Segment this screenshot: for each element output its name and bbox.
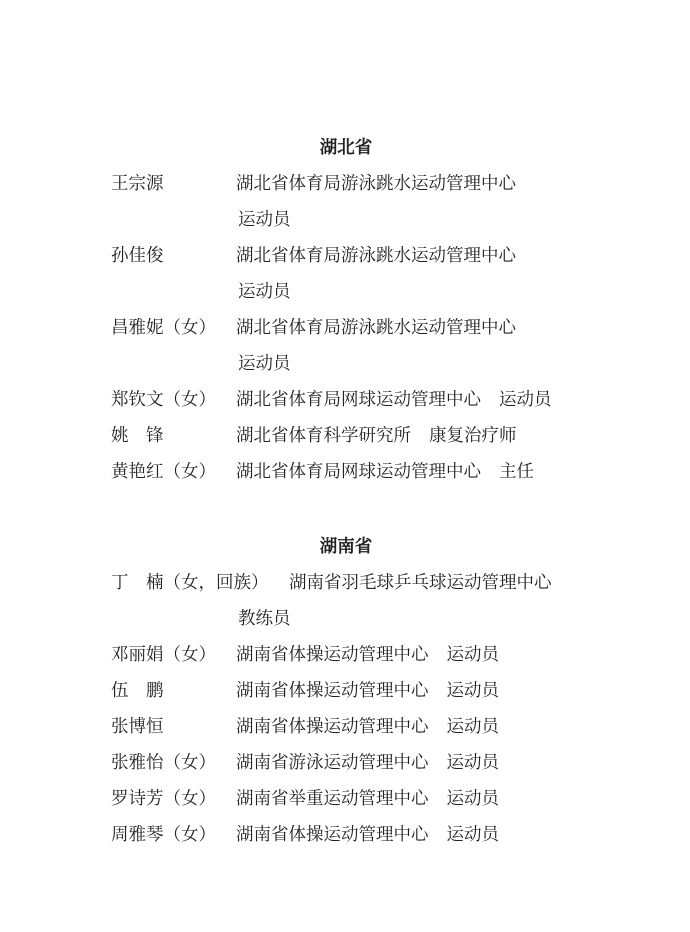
list-entry [111,166,581,202]
list-entry-continuation [111,274,581,310]
organization: 湖南省举重运动管理中心 [236,789,429,809]
person-name: 邓丽娟（女） [111,645,216,665]
job-title: 运动员 [499,390,552,410]
organization: 湖南省游泳运动管理中心 [236,753,429,773]
list-entry [111,382,581,418]
person-name: 伍 鹏 [111,681,164,701]
organization: 湖北省体育局网球运动管理中心 [236,462,481,482]
job-title: 康复治疗师 [429,426,517,446]
organization: 湖南省羽毛球乒乓球运动管理中心 [289,573,552,593]
person-name: 王宗源 [111,174,164,194]
job-title: 运动员 [238,210,291,230]
list-entry [111,745,581,781]
organization: 湖北省体育局网球运动管理中心 [236,390,481,410]
list-entry [111,637,581,673]
list-entry-continuation [111,601,581,637]
job-title: 运动员 [446,825,499,845]
person-name: 孙佳俊 [111,246,164,266]
person-name: 丁 楠（女，回族） [111,573,269,593]
person-name: 郑钦文（女） [111,390,216,410]
job-title: 运动员 [446,645,499,665]
job-title: 运动员 [446,681,499,701]
job-title: 教练员 [238,609,291,629]
organization: 湖北省体育局游泳跳水运动管理中心 [236,246,516,266]
organization: 湖北省体育科学研究所 [236,426,411,446]
list-entry [111,418,581,454]
section-hunan [111,529,581,853]
organization: 湖南省体操运动管理中心 [236,717,429,737]
list-entry-continuation [111,346,581,382]
job-title: 运动员 [238,354,291,374]
list-entry [111,565,581,601]
section-heading: 湖北省 [319,138,373,158]
job-title: 运动员 [238,282,291,302]
list-entry [111,817,581,853]
list-entry-continuation [111,202,581,238]
person-name: 黄艳红（女） [111,462,216,482]
list-entry [111,238,581,274]
list-entry [111,673,581,709]
job-title: 运动员 [446,753,499,773]
organization: 湖南省体操运动管理中心 [236,825,429,845]
person-name: 张博恒 [111,717,164,737]
organization: 湖南省体操运动管理中心 [236,681,429,701]
section-heading: 湖南省 [319,537,373,557]
list-entry [111,709,581,745]
list-entry [111,310,581,346]
person-name: 张雅怡（女） [111,753,216,773]
person-name: 罗诗芳（女） [111,789,216,809]
organization: 湖北省体育局游泳跳水运动管理中心 [236,318,516,338]
person-name: 周雅琴（女） [111,825,216,845]
organization: 湖北省体育局游泳跳水运动管理中心 [236,174,516,194]
person-name: 姚 锋 [111,426,164,446]
list-entry [111,781,581,817]
job-title: 运动员 [446,789,499,809]
section-hubei [111,130,581,490]
list-entry [111,454,581,490]
person-name: 昌雅妮（女） [111,318,216,338]
job-title: 主任 [499,462,534,482]
job-title: 运动员 [446,717,499,737]
organization: 湖南省体操运动管理中心 [236,645,429,665]
